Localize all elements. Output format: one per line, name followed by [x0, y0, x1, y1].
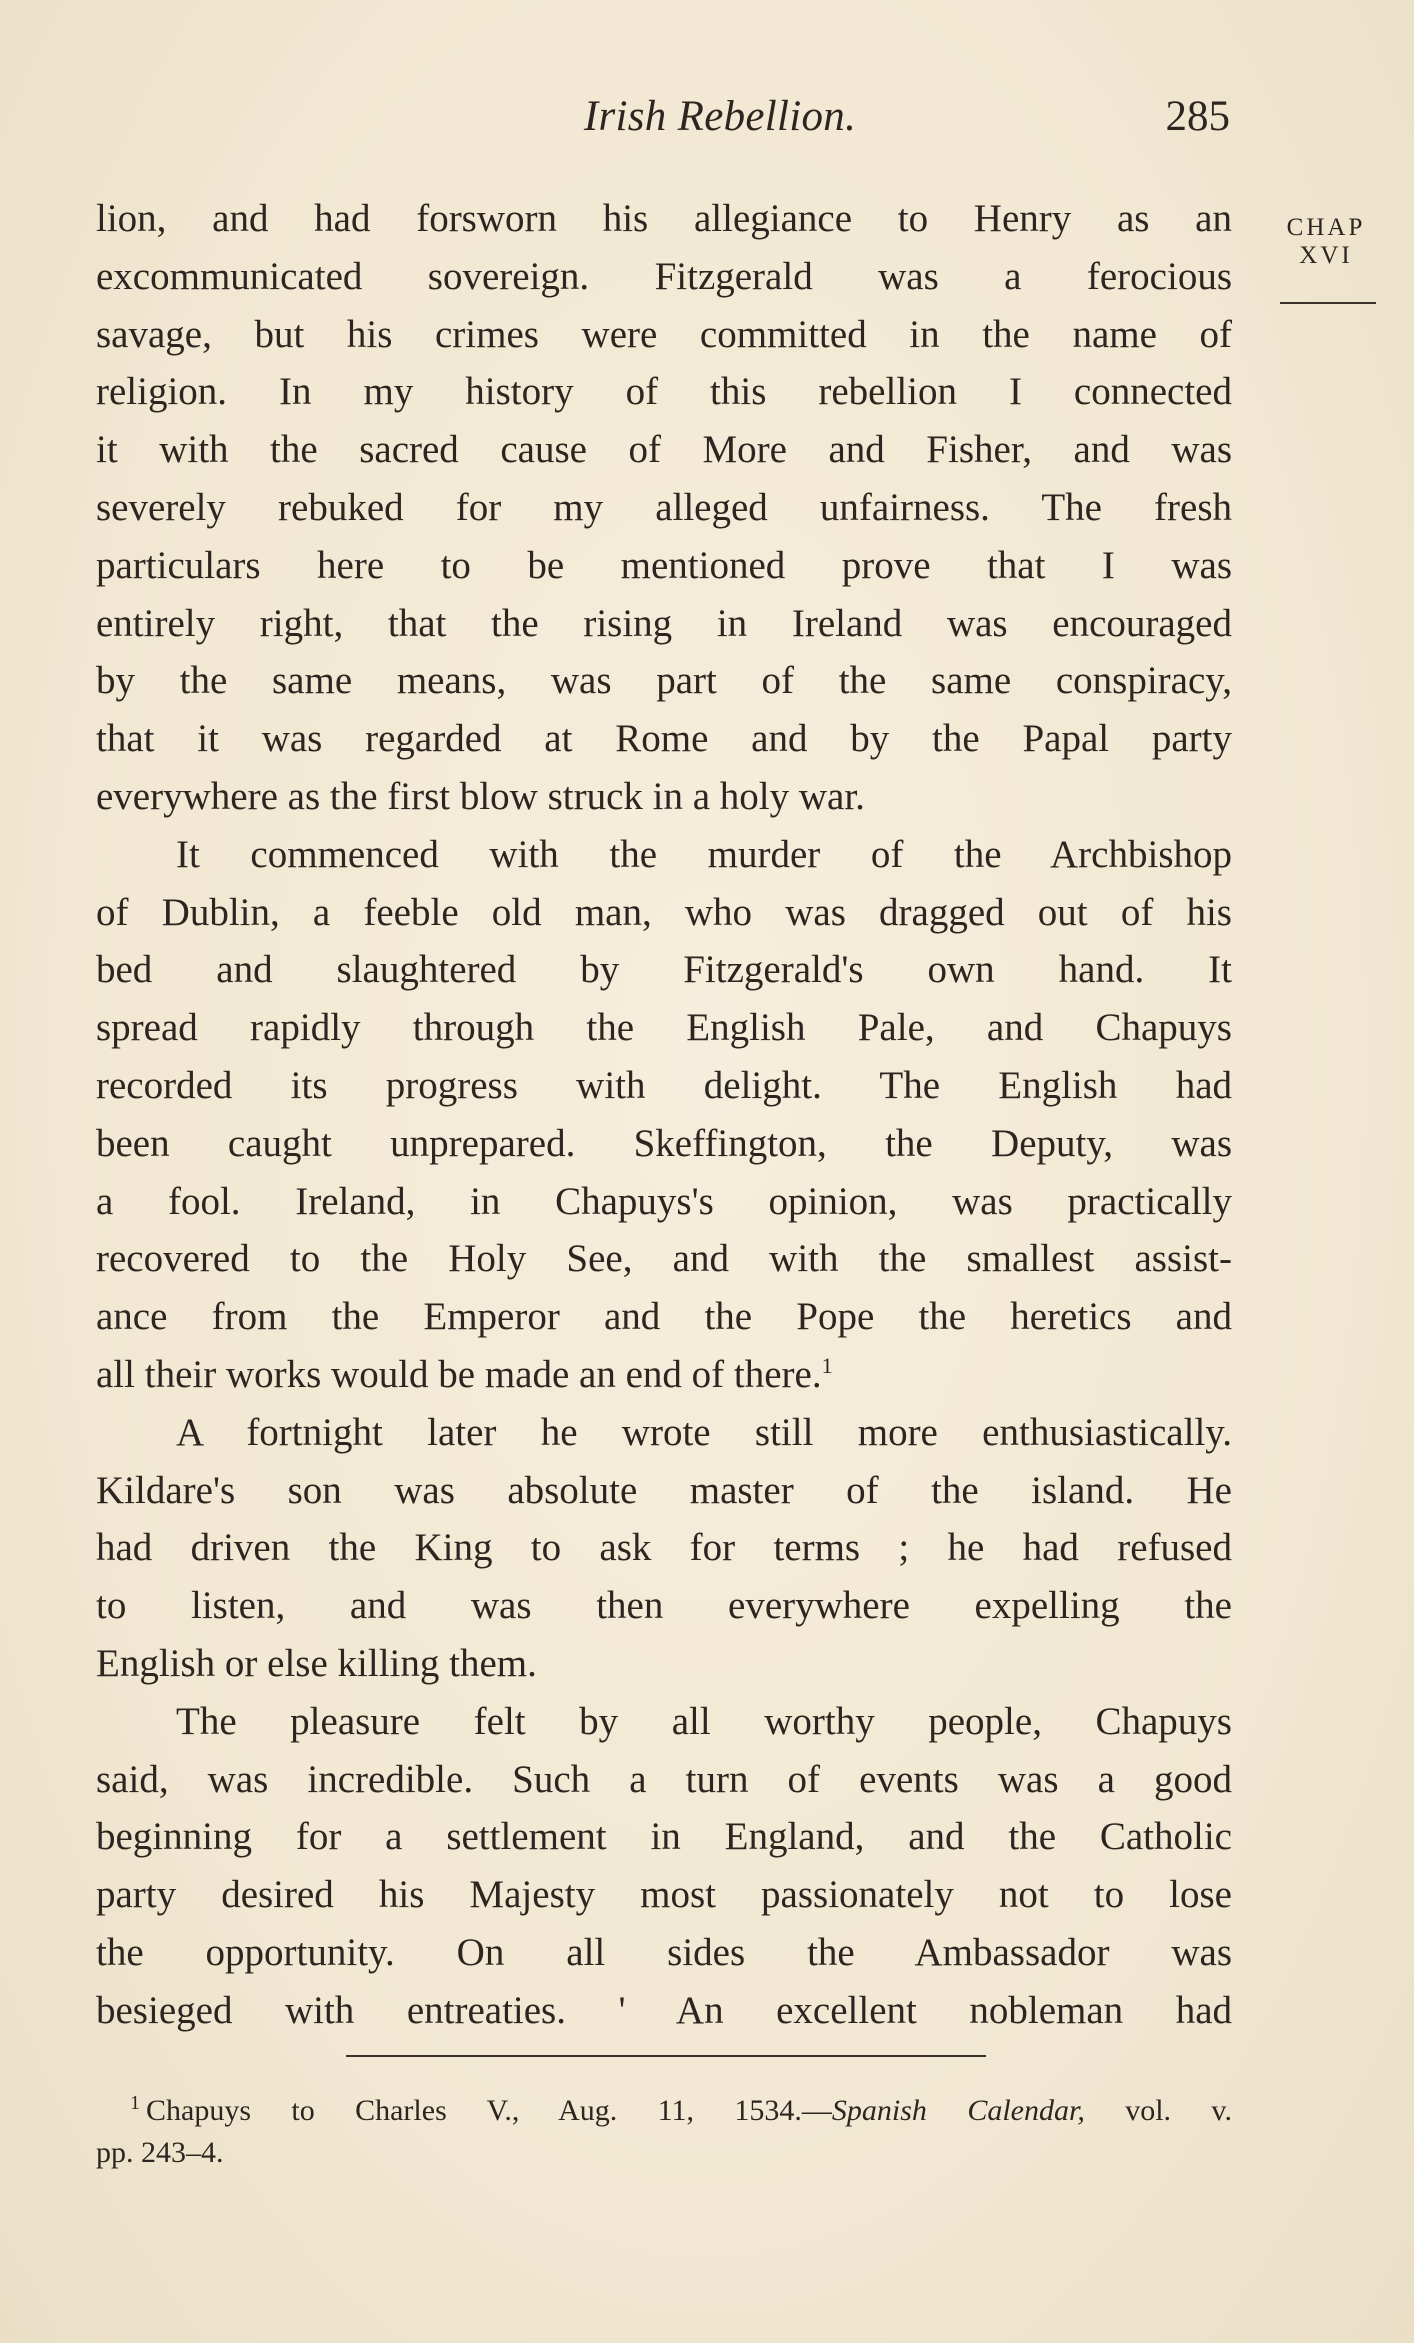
text-line: said, was incredible. Such a turn of events was a good [96, 1757, 1232, 1801]
margin-rule [1280, 302, 1376, 304]
text-line-with-footnote [96, 1346, 1232, 1404]
body-text [96, 190, 1232, 2040]
chapter-label: CHAP [1286, 214, 1366, 241]
chapter-margin-note [1276, 214, 1376, 270]
text-line: beginning for a settlement in England, and the Catholic [96, 1815, 1232, 1859]
text-line: excommunicated sovereign. Fitzgerald was a ferocious [96, 254, 1232, 298]
text-line: severely rebuked for my alleged unfairness. The fresh [96, 485, 1232, 529]
text-line: recovered to the Holy See, and with the smallest assist- [96, 1237, 1232, 1281]
footnote-reference: 1 [821, 1352, 833, 1378]
running-title: Irish Rebellion. [583, 93, 857, 140]
text-line: entirely right, that the rising in Ireland was encouraged [96, 601, 1232, 645]
text-line: English or else killing them. [96, 1641, 537, 1685]
text-line: A fortnight later he wrote still more enthusiastically. [176, 1410, 1232, 1454]
text-line: savage, but his crimes were committed in the name of [96, 312, 1232, 356]
text-line: everywhere as the first blow struck in a holy war. [96, 774, 865, 818]
text-line: recorded its progress with delight. The English had [96, 1063, 1232, 1107]
text-line: besieged with entreaties. ' An excellent nobleman had [96, 1988, 1232, 2032]
chapter-number: XVI [1299, 242, 1353, 269]
text-line: had driven the King to ask for terms ; he had refused [96, 1526, 1232, 1570]
footnote [96, 2078, 1232, 2178]
text-line: to listen, and was then everywhere expelling the [96, 1584, 1232, 1628]
footnote-text: Chapuys to Charles V., Aug. 11, 1534.— [146, 2094, 832, 2127]
text-line: spread rapidly through the English Pale, and Chapuys [96, 1006, 1232, 1050]
footnote-marker: 1 [130, 2092, 140, 2114]
text-line: The pleasure felt by all worthy people, Chapuys [176, 1699, 1232, 1743]
text-line: it with the sacred cause of More and Fisher, and was [96, 428, 1232, 472]
footnote-line [130, 2078, 1232, 2128]
footnote-rule [346, 2055, 986, 2057]
text-line: religion. In my history of this rebellion I connected [96, 370, 1232, 414]
text-line: that it was regarded at Rome and by the Papal party [96, 717, 1232, 761]
page-number: 285 [1165, 93, 1230, 140]
text-line: party desired his Majesty most passionately not to lose [96, 1873, 1232, 1917]
text-line: a fool. Ireland, in Chapuys's opinion, was practically [96, 1179, 1232, 1223]
footnote-text-after: vol. v. [1125, 2094, 1232, 2127]
text-line: It commenced with the murder of the Archbishop [176, 832, 1232, 876]
footnote-citation-title: Spanish Calendar, [831, 2094, 1085, 2127]
text-line-content: all their works would be made an end of there. [96, 1352, 822, 1396]
text-line: lion, and had forsworn his allegiance to Henry as an [96, 197, 1232, 240]
text-line: particulars here to be mentioned prove that I was [96, 543, 1232, 587]
text-line: bed and slaughtered by Fitzgerald's own hand. It [96, 948, 1232, 992]
text-line: of Dublin, a feeble old man, who was dragged out of his [96, 890, 1232, 934]
text-line: been caught unprepared. Skeffington, the Deputy, was [96, 1121, 1232, 1165]
text-line: Kildare's son was absolute master of the island. He [96, 1468, 1232, 1512]
footnote-continuation: pp. 243–4. [96, 2136, 224, 2169]
text-line: by the same means, was part of the same conspiracy, [96, 659, 1232, 703]
text-line: the opportunity. On all sides the Ambassador was [96, 1930, 1232, 1974]
text-line: ance from the Emperor and the Pope the heretics and [96, 1295, 1232, 1339]
